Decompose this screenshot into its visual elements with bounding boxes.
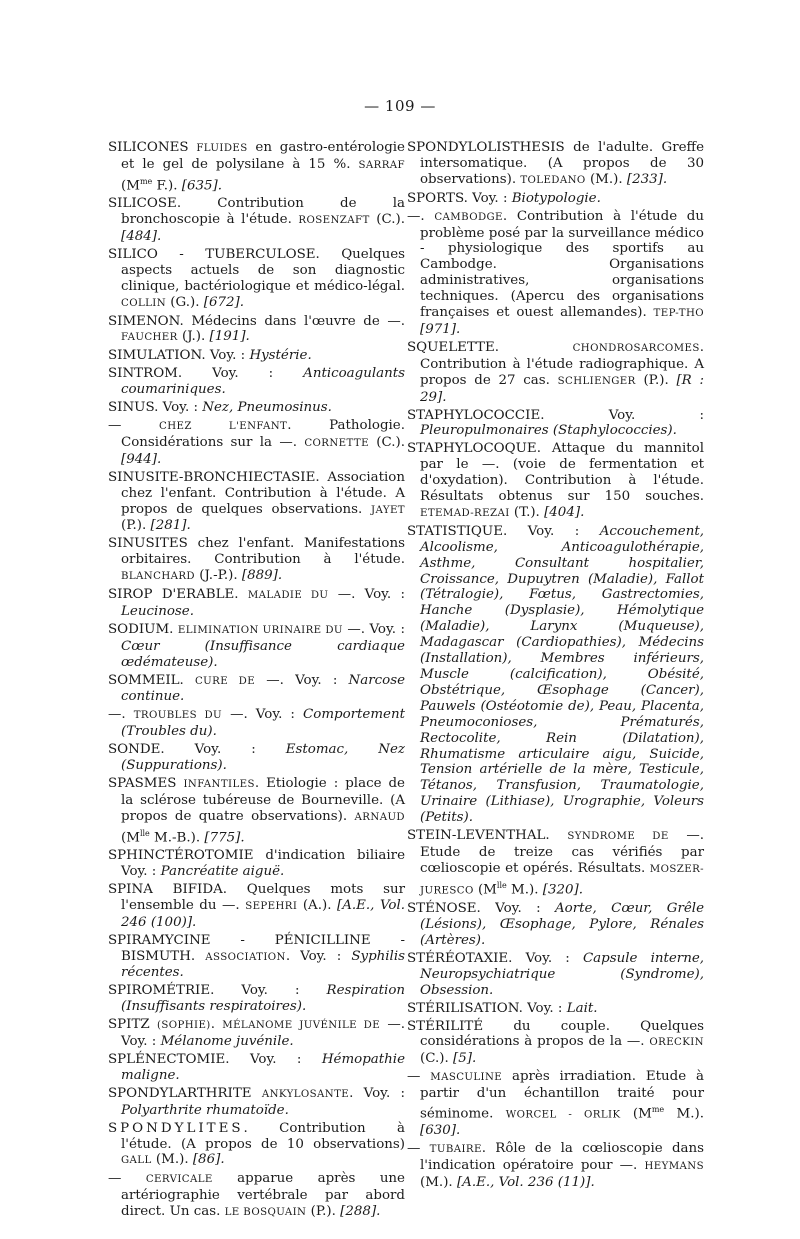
entry-smallcaps: LE BOSQUAIN: [224, 1207, 307, 1219]
entry-text: .: [210, 1017, 223, 1033]
index-column-right: [407, 140, 704, 1193]
entry-text: —. Voy. :: [342, 621, 406, 637]
entry-text: . Pathologie. Considérations sur la —.: [121, 417, 405, 450]
entry-text: F.).: [152, 178, 182, 194]
entry-text: SPORTS. Voy. :: [407, 190, 512, 206]
entry-text: . Voy. :: [349, 1085, 405, 1101]
entry-text: SOMMEIL.: [108, 672, 195, 688]
entry-smallcaps: ORECKIN: [649, 1037, 704, 1049]
entry-reference: Respiration (Insuffisants respiratoires).: [121, 983, 405, 1015]
entry-reference: [944].: [121, 451, 162, 467]
entry-text: —: [407, 1141, 430, 1157]
entry-text: STÉRILISATION. Voy. :: [407, 1000, 567, 1016]
entry-smallcaps: SARRAF: [358, 159, 405, 171]
index-entry: [108, 587, 405, 620]
entry-text: SINUSITES chez l'enfant. Manifestations orbitaires. Contribution à l'étude.: [108, 536, 405, 568]
entry-smallcaps: CHONDROSARCOMES: [572, 342, 700, 354]
entry-reference: Aorte, Cœur, Grêle (Lésions), Œsophage, Pylore, Rénales (Artères).: [420, 901, 704, 948]
entry-text: apparue après une artériographie vertébrale par abord direct. Un cas.: [121, 1171, 405, 1220]
index-entry: [407, 191, 704, 207]
entry-text: SILICOSE. Contribution de la bronchoscopie à l'étude.: [108, 196, 405, 228]
entry-text: SPONDYLITES: [108, 1120, 244, 1136]
entry-smallcaps: TROUBLES DU: [133, 710, 223, 722]
entry-text: en gastro-entérologie et le gel de polysilane à 15 %.: [121, 140, 405, 172]
entry-reference: [191].: [209, 329, 250, 345]
index-entry: [407, 951, 704, 999]
entry-reference: [288].: [340, 1204, 381, 1220]
entry-text: SINTROM. Voy. :: [108, 366, 304, 382]
entry-text: SPIROMÉTRIE. Voy. :: [108, 983, 327, 999]
entry-smallcaps: COLLIN: [121, 297, 167, 309]
entry-smallcaps: ARNAUD: [354, 811, 405, 823]
entry-smallcaps: ASSOCIATION: [205, 951, 286, 963]
index-entry: [407, 524, 704, 826]
entry-reference: [635].: [181, 178, 222, 194]
entry-reference: [971].: [420, 321, 461, 337]
index-entry: [407, 1001, 704, 1017]
entry-smallcaps: CHEZ L'ENFANT: [159, 420, 288, 432]
entry-reference: [484].: [121, 229, 162, 244]
entry-text: chez l'enfant. Contribution à l'étude. A propos de quelques observations.: [121, 485, 405, 517]
index-entry: [108, 848, 405, 880]
entry-text: me: [651, 1105, 665, 1115]
entry-reference: Nez, Pneumosinus.: [202, 400, 332, 416]
index-entry: [407, 408, 704, 440]
entry-text: STEIN-LEVENTHAL.: [407, 828, 568, 844]
entry-text: me: [139, 176, 153, 186]
entry-text: . Voy. :: [285, 948, 352, 964]
entry-text: . Contribution à l'étude. (A propos de 10 observations): [121, 1120, 405, 1152]
entry-smallcaps: TUBAIRE: [429, 1144, 482, 1156]
index-entry: [407, 340, 704, 406]
entry-smallcaps: CAMBODGE: [434, 211, 503, 223]
index-entry: [108, 196, 405, 245]
entry-text: SONDE. Voy. :: [108, 742, 286, 758]
entry-text: M.-B.).: [149, 830, 205, 846]
entry-smallcaps: BLANCHARD: [121, 571, 195, 583]
entry-reference: [889].: [241, 568, 283, 584]
entry-text: . Contribution à l'étude radiographique. A propos de 27 cas.: [420, 339, 704, 388]
entry-text: SQUELETTE.: [407, 339, 573, 355]
entry-reference: Accouchement, Alcoolisme, Anticoagulothérapie, Asthme, Consultant hospitalier, Croissance, Dupuytren (Maladie), Fallot (Tétralogie), Fœtus, Gastrectomies, Hanche (Dysplasie), Hémolytique (Maladie), Larynx (Muqueuse), Madagascar (Cardiopathies), Médecins (Installation), Membres inférieurs, Muscle (calcification), Obésité, Obstétrique, Œsophage (Cancer), Pauwels (Ostéotomie de), Peau, Placenta, Pneumoconioses, Prématurés, Rectocolite, Rein (Dilatation), Rhumatisme articulaire aigu, Suicide, Tension artérielle de la mère, Testicule, Tétanos, Transfusion, Traumatologie, Urinaire (Lithiase), Urographie, Voleurs (Petits).: [420, 523, 704, 826]
entry-text: —. Voy. :: [255, 672, 349, 688]
entry-smallcaps: FAUCHER: [121, 332, 178, 344]
index-entry: [108, 1052, 405, 1084]
entry-text: M.).: [664, 1106, 704, 1122]
entry-text: (M.).: [585, 171, 627, 187]
entry-text: (G.).: [166, 294, 204, 310]
entry-smallcaps: ETEMAD-REZAI: [420, 507, 510, 519]
entry-smallcaps: (SOPHIE): [157, 1020, 211, 1032]
entry-text: lle: [139, 828, 150, 838]
entry-text: STAPHYLOCOCCIE. Voy. :: [407, 407, 704, 423]
entry-text: —. Voy. :: [328, 587, 405, 603]
entry-text: —.: [407, 208, 435, 224]
entry-text: STAPHYLOCOQUE. Attaque du mannitol par le —. (voie de fermentation et d'oxydation). Contribution à l'étude. Résultats obtenus sur 150 souches.: [407, 441, 704, 505]
entry-text: lle: [496, 880, 507, 890]
index-entry: [407, 901, 704, 949]
entry-smallcaps: SCHLIENGER: [557, 375, 636, 387]
entry-text: . Etiologie : place de la sclérose tubéreuse de Bourneville. (A propos de quatre observations).: [121, 776, 405, 824]
entry-smallcaps: JAYET: [371, 504, 405, 516]
index-entry: [108, 400, 405, 416]
entry-text: SINUSITE-BRONCHIECTASIE. Association: [108, 469, 405, 485]
entry-text: après irradiation. Etude à partir d'un échantillon traité pour séminome.: [420, 1069, 704, 1122]
index-entry: [108, 140, 405, 194]
entry-text: (M: [121, 830, 140, 846]
index-entry: [407, 1069, 704, 1139]
entry-reference: [404].: [544, 504, 585, 520]
entry-text: (J.).: [177, 329, 210, 345]
entry-smallcaps: MOSZER-JURESCO: [420, 863, 704, 897]
entry-text: (C.).: [369, 212, 405, 228]
entry-text: SPIRAMYCINE - PÉNICILLINE - BISMUTH.: [108, 932, 405, 964]
entry-text: SPASMES: [108, 776, 184, 791]
index-entry: [108, 470, 405, 535]
entry-reference: Cœur (Insuffisance cardiaque œdémateuse).: [121, 638, 405, 670]
entry-reference: Comportement (Troubles du).: [121, 707, 405, 740]
entry-reference: [A.E., Vol. 236 (11)].: [456, 1175, 595, 1191]
index-entry: [108, 776, 405, 846]
index-entry: [108, 1017, 405, 1050]
entry-reference: Lait.: [566, 1000, 598, 1016]
entry-text: SIMENON. Médecins dans l'œuvre de —.: [108, 313, 405, 329]
entry-reference: Estomac, Nez (Suppurations).: [121, 742, 405, 774]
entry-text: STÉNOSE. Voy. :: [407, 901, 555, 917]
entry-smallcaps: INFANTILES: [183, 779, 255, 790]
entry-text: SIROP D'ERABLE.: [108, 587, 248, 603]
entry-reference: Hémopathie maligne.: [121, 1051, 405, 1083]
entry-text: —.: [108, 707, 134, 723]
entry-text: SPONDYLARTHRITE: [108, 1085, 262, 1101]
entry-smallcaps: CERVICALE: [145, 1174, 213, 1186]
index-entry: [407, 1141, 704, 1191]
index-entry: [108, 1121, 405, 1170]
entry-text: SPLÉNECTOMIE. Voy. :: [108, 1051, 322, 1067]
entry-smallcaps: MASCULINE: [430, 1072, 503, 1084]
entry-text: (C.).: [368, 434, 405, 450]
entry-reference: [R : 29].: [420, 372, 704, 405]
entry-smallcaps: MALADIE DU: [247, 590, 329, 602]
entry-reference: [A.E., Vol. 246 (100)].: [121, 897, 405, 930]
index-entry: [407, 140, 704, 189]
entry-text: (M: [620, 1106, 652, 1122]
entry-smallcaps: FLUIDES: [196, 143, 248, 154]
index-entry: [108, 348, 405, 364]
entry-text: M.).: [506, 882, 543, 898]
entry-reference: [5].: [453, 1051, 477, 1067]
entry-text: —: [407, 1069, 431, 1085]
entry-smallcaps: GALL: [121, 1155, 152, 1167]
entry-text: (A.).: [297, 897, 337, 913]
entry-smallcaps: SYNDROME DE: [567, 831, 669, 843]
entry-reference: [281].: [150, 518, 191, 534]
entry-smallcaps: CORNETTE: [304, 437, 369, 449]
index-entry: [407, 828, 704, 899]
entry-text: —. Voy. :: [222, 707, 304, 723]
index-entry: [108, 366, 405, 398]
entry-text: (M.).: [420, 1175, 457, 1191]
entry-text: SILICO - TUBERCULOSE. Quelques aspects actuels de son diagnostic clinique, bactériologique et médico-légal.: [108, 246, 405, 294]
index-entry: [407, 441, 704, 522]
entry-text: SPHINCTÉROTOMIE d'indication biliaire Voy. :: [108, 848, 405, 879]
entry-reference: Polyarthrite rhumatoïde.: [121, 1102, 289, 1118]
index-entry: [108, 622, 405, 671]
entry-text: (M.).: [151, 1152, 193, 1168]
entry-reference: [630].: [420, 1123, 461, 1139]
entry-text: —. Etude de treize cas vérifiés par cœlioscopie et opérés. Résultats.: [420, 828, 705, 876]
entry-smallcaps: MÉLANOME JUVÉNILE DE: [222, 1020, 381, 1032]
index-entry: [108, 742, 405, 774]
index-column-left: [108, 140, 405, 1223]
entry-text: SIMULATION. Voy. :: [108, 348, 250, 364]
entry-text: (C.).: [420, 1051, 453, 1067]
entry-reference: Mélanome juvénile.: [160, 1034, 294, 1050]
entry-reference: Leucinose.: [121, 603, 194, 619]
index-entry: [108, 882, 405, 931]
entry-reference: [672].: [203, 294, 244, 310]
entry-text: SINUS. Voy. :: [108, 400, 203, 416]
entry-reference: [320].: [542, 882, 583, 898]
entry-reference: Pleuropulmonaires (Staphylococcies).: [420, 423, 677, 439]
index-entry: [108, 673, 405, 706]
entry-reference: Capsule interne, Neuropsychiatrique (Syndrome), Obsession.: [420, 950, 705, 998]
page-number: — 109 —: [364, 97, 436, 115]
index-entry: [108, 933, 405, 982]
entry-text: (T.).: [509, 504, 545, 520]
entry-reference: Pancréatite aiguë.: [160, 864, 285, 879]
index-entry: [108, 247, 405, 312]
entry-smallcaps: SEPEHRI: [245, 900, 298, 912]
index-entry: [407, 209, 704, 338]
entry-text: SPINA BIFIDA. Quelques mots sur l'ensemble du —.: [108, 881, 405, 913]
entry-text: (P.).: [121, 518, 151, 534]
entry-text: —. Voy. :: [121, 1017, 406, 1050]
entry-text: (M: [473, 882, 497, 898]
entry-smallcaps: ANKYLOSANTE: [261, 1088, 350, 1100]
index-entry: [108, 418, 405, 468]
entry-text: —: [108, 1171, 146, 1187]
entry-text: . Rôle de la cœlioscopie dans l'indication opératoire pour —.: [420, 1141, 704, 1174]
entry-smallcaps: TEP-THO: [653, 308, 704, 320]
entry-text: SPITZ: [108, 1017, 157, 1033]
entry-text: SILICONES: [108, 140, 197, 155]
index-entry: [108, 314, 405, 347]
entry-reference: Biotypologie.: [511, 190, 601, 206]
index-entry: [108, 1086, 405, 1119]
entry-reference: Syphilis récentes.: [121, 948, 405, 981]
entry-text: STÉRÉOTAXIE. Voy. :: [407, 950, 583, 966]
entry-text: SPONDYLOLISTHESIS de l'adulte. Greffe intersomatique. (A propos de 30 observations).: [407, 140, 704, 187]
entry-reference: Anticoagulants coumariniques.: [121, 366, 405, 398]
entry-reference: [233].: [626, 171, 668, 187]
entry-text: STATISTIQUE. Voy. :: [407, 523, 600, 539]
entry-smallcaps: ELIMINATION URINAIRE DU: [177, 624, 343, 636]
entry-text: (M: [121, 178, 140, 194]
entry-reference: Narcose continue.: [121, 672, 405, 705]
entry-text: (P.).: [635, 372, 677, 388]
entry-text: (P.).: [306, 1204, 341, 1220]
entry-reference: Hystérie.: [249, 348, 312, 364]
entry-text: . Contribution à l'étude du problème posé par la surveillance médico - physiologique des sportifs au Cambodge. Organisations administratives, organisations techniques. (Apercu des organisations françaises et ouest allemandes).: [420, 208, 705, 321]
entry-text: SODIUM.: [108, 621, 178, 637]
entry-reference: [775].: [204, 830, 245, 846]
index-entry: [108, 707, 405, 740]
entry-smallcaps: HEYMANS: [644, 1161, 704, 1173]
index-entry: [407, 1019, 704, 1068]
entry-reference: [86].: [192, 1152, 225, 1168]
index-entry: [108, 983, 405, 1015]
entry-smallcaps: ROSENZAFT: [298, 215, 370, 227]
index-entry: [108, 1171, 405, 1221]
entry-smallcaps: CURE DE: [194, 675, 256, 687]
entry-smallcaps: WORCEL - ORLIK: [505, 1109, 621, 1121]
entry-text: (J.-P.).: [195, 568, 242, 584]
entry-smallcaps: TOLEDANO: [520, 174, 586, 186]
entry-text: STÉRILITÉ du couple. Quelques considérations à propos de la —.: [407, 1018, 704, 1050]
index-entry: [108, 536, 405, 585]
entry-text: —: [108, 417, 160, 433]
